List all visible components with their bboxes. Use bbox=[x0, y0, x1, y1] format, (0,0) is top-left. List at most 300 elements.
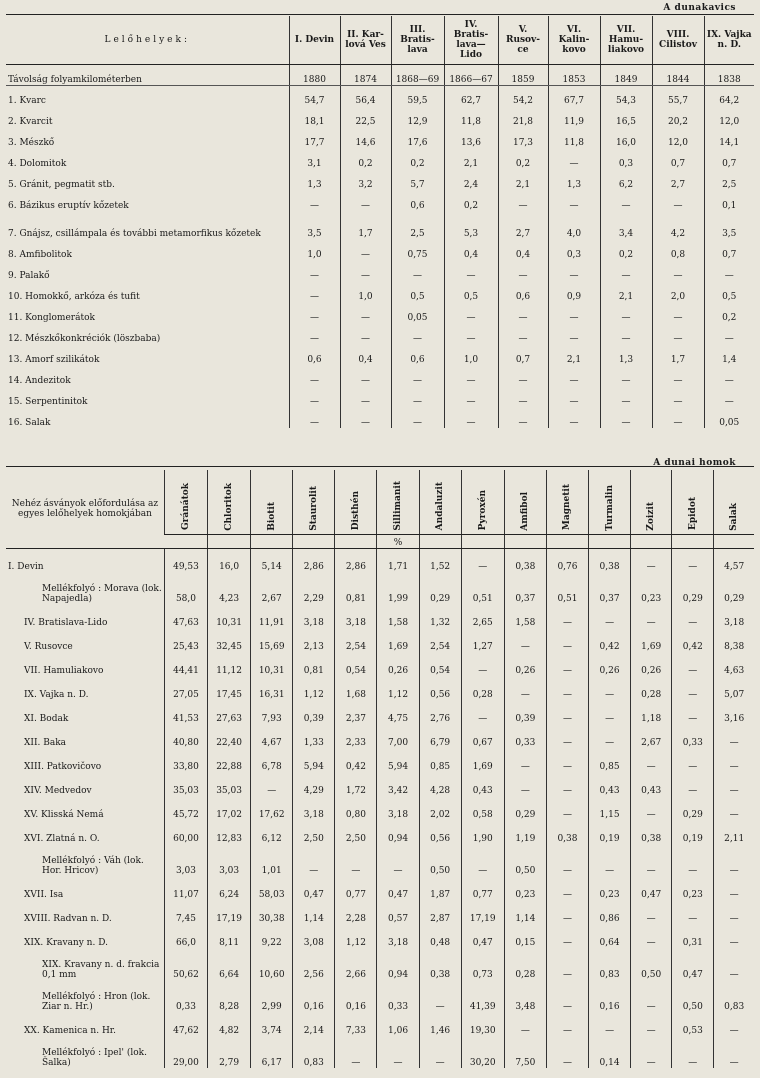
cell-value: 0,37 bbox=[504, 572, 546, 604]
cell-value: — bbox=[289, 365, 340, 386]
cell-value: 30,38 bbox=[251, 900, 293, 924]
cell-value: 56,4 bbox=[340, 85, 391, 106]
cell-value: — bbox=[548, 323, 600, 344]
cell-value: 0,37 bbox=[589, 572, 631, 604]
cell-value: 9,22 bbox=[251, 924, 293, 948]
sand-col-header: Chloritok bbox=[208, 470, 251, 534]
cell-value: 2,54 bbox=[419, 628, 461, 652]
cell-value: 12,83 bbox=[208, 820, 251, 844]
cell-value: 7,93 bbox=[251, 700, 293, 724]
gravel-col-header: V. Rusov-ce bbox=[498, 16, 548, 64]
cell-value: 0,8 bbox=[652, 239, 704, 260]
cell-value: 2,7 bbox=[498, 211, 548, 239]
cell-value: 4,75 bbox=[377, 700, 419, 724]
table-row bbox=[6, 572, 754, 604]
cell-value: 0,51 bbox=[546, 572, 588, 604]
cell-value: 0,38 bbox=[504, 548, 546, 572]
cell-value: — bbox=[498, 302, 548, 323]
cell-value: — bbox=[652, 365, 704, 386]
cell-value: — bbox=[546, 628, 588, 652]
cell-value: — bbox=[546, 980, 588, 1012]
cell-value: 0,23 bbox=[631, 572, 672, 604]
cell-value: 2,67 bbox=[631, 724, 672, 748]
cell-value: 0,39 bbox=[504, 700, 546, 724]
table-row bbox=[6, 876, 754, 900]
table-row bbox=[6, 924, 754, 948]
cell-value: 67,7 bbox=[548, 85, 600, 106]
sand-col-header: Staurolit bbox=[293, 470, 335, 534]
row-label: XX. Kamenica n. Hr. bbox=[24, 1026, 116, 1036]
cell-value: — bbox=[546, 772, 588, 796]
cell-value: — bbox=[714, 724, 754, 748]
table-row bbox=[6, 652, 754, 676]
cell-value: 1,72 bbox=[335, 772, 377, 796]
cell-value: — bbox=[340, 190, 391, 211]
cell-value: — bbox=[391, 365, 444, 386]
cell-value: — bbox=[419, 1036, 461, 1068]
cell-value: 2,29 bbox=[293, 572, 335, 604]
cell-value: 0,81 bbox=[293, 652, 335, 676]
row-label: 9. Palakő bbox=[8, 271, 50, 281]
cell-value: — bbox=[672, 700, 714, 724]
cell-value: 2,1 bbox=[548, 344, 600, 365]
sand-header-label: Nehéz ásványok előfordulása az egyes lelőhelyek homokjában bbox=[6, 470, 164, 548]
row-label: VII. Hamuliakovo bbox=[24, 666, 104, 676]
sand-col-header: Disthén bbox=[335, 470, 377, 534]
cell-value: — bbox=[546, 724, 588, 748]
cell-value: 1,12 bbox=[335, 924, 377, 948]
sand-col-header: Amfibol bbox=[504, 470, 546, 534]
cell-value: 17,6 bbox=[391, 127, 444, 148]
table-row bbox=[6, 604, 754, 628]
cell-value: — bbox=[714, 900, 754, 924]
cell-value: — bbox=[251, 772, 293, 796]
cell-value: 11,9 bbox=[548, 106, 600, 127]
cell-value: 6,2 bbox=[600, 169, 652, 190]
cell-value: 64,2 bbox=[704, 85, 754, 106]
cell-value: 0,42 bbox=[335, 748, 377, 772]
cell-value: 0,57 bbox=[377, 900, 419, 924]
table-row bbox=[6, 980, 754, 1012]
cell-value: 0,86 bbox=[589, 900, 631, 924]
cell-value: — bbox=[652, 386, 704, 407]
cell-value: 2,37 bbox=[335, 700, 377, 724]
cell-value: 11,07 bbox=[164, 876, 207, 900]
row-label: IX. Vajka n. D. bbox=[24, 690, 89, 700]
cell-value: — bbox=[335, 844, 377, 876]
cell-value: — bbox=[340, 239, 391, 260]
cell-value: — bbox=[714, 924, 754, 948]
cell-value: — bbox=[631, 748, 672, 772]
cell-value: 17,19 bbox=[208, 900, 251, 924]
table-row bbox=[6, 1012, 754, 1036]
sand-header-row bbox=[6, 470, 754, 534]
cell-value: 2,28 bbox=[335, 900, 377, 924]
cell-value: 55,7 bbox=[652, 85, 704, 106]
sand-col-header: Turmalin bbox=[589, 470, 631, 534]
cell-value: 2,1 bbox=[444, 148, 498, 169]
cell-value: 2,5 bbox=[391, 211, 444, 239]
cell-value: — bbox=[672, 676, 714, 700]
cell-value: — bbox=[672, 652, 714, 676]
gravel-col-header: III. Bratis-lava bbox=[391, 16, 444, 64]
cell-value: 44,41 bbox=[164, 652, 207, 676]
cell-value: 0,33 bbox=[164, 980, 207, 1012]
cell-value: — bbox=[444, 386, 498, 407]
cell-value: 1,3 bbox=[600, 344, 652, 365]
cell-value: — bbox=[652, 190, 704, 211]
cell-value: — bbox=[546, 604, 588, 628]
table-row bbox=[6, 548, 754, 572]
cell-value: 0,42 bbox=[589, 628, 631, 652]
cell-value: 66,0 bbox=[164, 924, 207, 948]
cell-value: 0,50 bbox=[631, 948, 672, 980]
cell-value: — bbox=[504, 1012, 546, 1036]
cell-value: 2,67 bbox=[251, 572, 293, 604]
cell-value: 2,4 bbox=[444, 169, 498, 190]
cell-value: 0,58 bbox=[461, 796, 504, 820]
cell-value: 6,79 bbox=[419, 724, 461, 748]
cell-value: 0,47 bbox=[672, 948, 714, 980]
cell-value: 0,26 bbox=[377, 652, 419, 676]
cell-value: 16,0 bbox=[208, 548, 251, 572]
cell-value: 54,3 bbox=[600, 85, 652, 106]
cell-value: — bbox=[546, 844, 588, 876]
cell-value: 0,6 bbox=[289, 344, 340, 365]
cell-value: 22,40 bbox=[208, 724, 251, 748]
cell-value: 29,00 bbox=[164, 1036, 207, 1068]
table-row bbox=[6, 1036, 754, 1068]
row-label: 8. Amfibolitok bbox=[8, 250, 72, 260]
cell-value: — bbox=[498, 365, 548, 386]
cell-value: 0,43 bbox=[589, 772, 631, 796]
cell-value: 1,90 bbox=[461, 820, 504, 844]
cell-value: — bbox=[444, 302, 498, 323]
cell-value: 2,5 bbox=[704, 169, 754, 190]
table-row bbox=[6, 628, 754, 652]
cell-value: 0,94 bbox=[377, 820, 419, 844]
cell-value: — bbox=[652, 407, 704, 428]
cell-value: — bbox=[589, 724, 631, 748]
cell-value: 0,2 bbox=[340, 148, 391, 169]
cell-value: 4,82 bbox=[208, 1012, 251, 1036]
cell-value: 0,77 bbox=[461, 876, 504, 900]
sand-col-header: Epidot bbox=[672, 470, 714, 534]
cell-value: 0,7 bbox=[652, 148, 704, 169]
row-label: Mellékfolyó : Hron (lok. Ziar n. Hr.) bbox=[42, 992, 151, 1012]
cell-value: — bbox=[631, 548, 672, 572]
cell-value: — bbox=[546, 676, 588, 700]
cell-value: 1,33 bbox=[293, 724, 335, 748]
cell-value: 5,07 bbox=[714, 676, 754, 700]
cell-value: 0,19 bbox=[672, 820, 714, 844]
cell-value: — bbox=[498, 407, 548, 428]
row-label: 14. Andezitok bbox=[8, 376, 71, 386]
cell-value: 1,06 bbox=[377, 1012, 419, 1036]
cell-value: — bbox=[504, 748, 546, 772]
cell-value: 0,50 bbox=[504, 844, 546, 876]
cell-value: — bbox=[631, 844, 672, 876]
cell-value: 0,83 bbox=[714, 980, 754, 1012]
cell-value: 0,31 bbox=[672, 924, 714, 948]
cell-value: 0,26 bbox=[504, 652, 546, 676]
table-row bbox=[6, 106, 754, 127]
gravel-col-header: IV. Bratis-lava—Lido bbox=[444, 16, 498, 64]
cell-value: 1,0 bbox=[340, 281, 391, 302]
cell-value: 0,67 bbox=[461, 724, 504, 748]
cell-value: 17,45 bbox=[208, 676, 251, 700]
cell-value: — bbox=[631, 980, 672, 1012]
cell-value: 16,5 bbox=[600, 106, 652, 127]
cell-value: 0,76 bbox=[546, 548, 588, 572]
table-row bbox=[6, 260, 754, 281]
table-row bbox=[6, 948, 754, 980]
cell-value: 45,72 bbox=[164, 796, 207, 820]
cell-value: — bbox=[546, 748, 588, 772]
cell-value: 4,0 bbox=[548, 211, 600, 239]
cell-value: 1,7 bbox=[340, 211, 391, 239]
cell-value: 5,94 bbox=[293, 748, 335, 772]
cell-value: — bbox=[546, 876, 588, 900]
cell-value: 3,18 bbox=[293, 796, 335, 820]
distance-row bbox=[6, 64, 754, 85]
cell-value: 0,38 bbox=[589, 548, 631, 572]
cell-value: 6,12 bbox=[251, 820, 293, 844]
row-label: 7. Gnájsz, csillámpala és további metamorfikus kőzetek bbox=[8, 229, 261, 239]
cell-value: 8,38 bbox=[714, 628, 754, 652]
cell-value: 8,28 bbox=[208, 980, 251, 1012]
cell-value: 0,23 bbox=[589, 876, 631, 900]
cell-value: 30,20 bbox=[461, 1036, 504, 1068]
table-row bbox=[6, 365, 754, 386]
cell-value: — bbox=[504, 628, 546, 652]
cell-value: 6,17 bbox=[251, 1036, 293, 1068]
row-label: XVII. Isa bbox=[24, 890, 64, 900]
cell-value: — bbox=[589, 676, 631, 700]
cell-value: 41,53 bbox=[164, 700, 207, 724]
cell-value: 0,7 bbox=[704, 148, 754, 169]
cell-value: — bbox=[652, 323, 704, 344]
cell-value: 54,2 bbox=[498, 85, 548, 106]
cell-value: 0,26 bbox=[631, 652, 672, 676]
cell-value: 0,85 bbox=[419, 748, 461, 772]
cell-value: 1838 bbox=[704, 64, 754, 85]
table-row bbox=[6, 748, 754, 772]
cell-value: 0,7 bbox=[498, 344, 548, 365]
cell-value: 5,3 bbox=[444, 211, 498, 239]
cell-value: — bbox=[546, 900, 588, 924]
cell-value: 49,53 bbox=[164, 548, 207, 572]
cell-value: — bbox=[714, 1036, 754, 1068]
cell-value: 1849 bbox=[600, 64, 652, 85]
cell-value: — bbox=[461, 652, 504, 676]
table-row bbox=[6, 844, 754, 876]
cell-value: 1,69 bbox=[377, 628, 419, 652]
cell-value: 3,48 bbox=[504, 980, 546, 1012]
cell-value: — bbox=[293, 844, 335, 876]
cell-value: 0,6 bbox=[391, 344, 444, 365]
row-label: V. Rusovce bbox=[24, 642, 73, 652]
cell-value: — bbox=[672, 1036, 714, 1068]
cell-value: 1880 bbox=[289, 64, 340, 85]
table-row bbox=[6, 148, 754, 169]
cell-value: 4,57 bbox=[714, 548, 754, 572]
cell-value: — bbox=[548, 365, 600, 386]
cell-value: — bbox=[631, 924, 672, 948]
cell-value: 0,4 bbox=[498, 239, 548, 260]
cell-value: — bbox=[289, 407, 340, 428]
top-rule bbox=[6, 14, 754, 15]
unit-label: % bbox=[377, 534, 419, 548]
row-label: XIII. Patkovičovo bbox=[24, 762, 102, 772]
cell-value: — bbox=[714, 1012, 754, 1036]
cell-value: 2,79 bbox=[208, 1036, 251, 1068]
cell-value: 1874 bbox=[340, 64, 391, 85]
cell-value: — bbox=[672, 548, 714, 572]
cell-value: — bbox=[377, 1036, 419, 1068]
cell-value: — bbox=[391, 386, 444, 407]
cell-value: — bbox=[714, 772, 754, 796]
cell-value: 3,5 bbox=[289, 211, 340, 239]
cell-value: 0,39 bbox=[293, 700, 335, 724]
cell-value: 0,42 bbox=[672, 628, 714, 652]
cell-value: — bbox=[340, 260, 391, 281]
row-label: XV. Klisská Nemá bbox=[24, 810, 104, 820]
cell-value: 0,23 bbox=[504, 876, 546, 900]
cell-value: 0,51 bbox=[461, 572, 504, 604]
table-row bbox=[6, 85, 754, 106]
cell-value: — bbox=[600, 323, 652, 344]
cell-value: — bbox=[461, 700, 504, 724]
cell-value: 0,73 bbox=[461, 948, 504, 980]
cell-value: 3,03 bbox=[164, 844, 207, 876]
sand-col-header: Pyroxén bbox=[461, 470, 504, 534]
cell-value: 0,3 bbox=[600, 148, 652, 169]
cell-value: — bbox=[340, 386, 391, 407]
cell-value: 58,03 bbox=[251, 876, 293, 900]
gravel-header-row bbox=[6, 16, 754, 64]
sand-col-header: Salak bbox=[714, 470, 754, 534]
cell-value: — bbox=[498, 323, 548, 344]
cell-value: — bbox=[548, 190, 600, 211]
cell-value: 8,11 bbox=[208, 924, 251, 948]
cell-value: — bbox=[335, 1036, 377, 1068]
cell-value: 0,29 bbox=[504, 796, 546, 820]
cell-value: 7,33 bbox=[335, 1012, 377, 1036]
cell-value: 0,3 bbox=[548, 239, 600, 260]
row-label: IV. Bratislava-Lido bbox=[24, 618, 108, 628]
cell-value: 1,99 bbox=[377, 572, 419, 604]
cell-value: 2,13 bbox=[293, 628, 335, 652]
cell-value: 1,14 bbox=[504, 900, 546, 924]
cell-value: 21,8 bbox=[498, 106, 548, 127]
cell-value: — bbox=[589, 1012, 631, 1036]
cell-value: 0,4 bbox=[444, 239, 498, 260]
cell-value: 0,15 bbox=[504, 924, 546, 948]
table-row bbox=[6, 281, 754, 302]
cell-value: 0,48 bbox=[419, 924, 461, 948]
cell-value: 3,18 bbox=[714, 604, 754, 628]
cell-value: — bbox=[289, 302, 340, 323]
cell-value: 0,5 bbox=[444, 281, 498, 302]
row-label: 5. Gránit, pegmatit stb. bbox=[8, 180, 115, 190]
cell-value: 0,38 bbox=[631, 820, 672, 844]
cell-value: 0,83 bbox=[293, 1036, 335, 1068]
table-row bbox=[6, 820, 754, 844]
cell-value: 3,18 bbox=[293, 604, 335, 628]
cell-value: 1,58 bbox=[377, 604, 419, 628]
cell-value: 58,0 bbox=[164, 572, 207, 604]
cell-value: 7,45 bbox=[164, 900, 207, 924]
cell-value: 1,3 bbox=[548, 169, 600, 190]
sand-col-header: Magnetit bbox=[546, 470, 588, 534]
cell-value: 2,50 bbox=[293, 820, 335, 844]
row-label: XII. Baka bbox=[24, 738, 67, 748]
cell-value: 2,76 bbox=[419, 700, 461, 724]
cell-value: 0,56 bbox=[419, 676, 461, 700]
cell-value: — bbox=[600, 302, 652, 323]
cell-value: — bbox=[672, 748, 714, 772]
cell-value: — bbox=[652, 302, 704, 323]
cell-value: — bbox=[589, 700, 631, 724]
cell-value: 4,28 bbox=[419, 772, 461, 796]
cell-value: 60,00 bbox=[164, 820, 207, 844]
cell-value: — bbox=[444, 365, 498, 386]
cell-value: 0,47 bbox=[293, 876, 335, 900]
table-row bbox=[6, 127, 754, 148]
cell-value: 1,14 bbox=[293, 900, 335, 924]
cell-value: — bbox=[289, 323, 340, 344]
cell-value: 2,0 bbox=[652, 281, 704, 302]
cell-value: — bbox=[600, 365, 652, 386]
cell-value: 1,12 bbox=[293, 676, 335, 700]
cell-value: 15,69 bbox=[251, 628, 293, 652]
cell-value: 25,43 bbox=[164, 628, 207, 652]
cell-value: 19,30 bbox=[461, 1012, 504, 1036]
cell-value: 11,12 bbox=[208, 652, 251, 676]
row-label: 15. Serpentinitok bbox=[8, 397, 88, 407]
cell-value: 1,69 bbox=[631, 628, 672, 652]
cell-value: 0,94 bbox=[377, 948, 419, 980]
cell-value: 40,80 bbox=[164, 724, 207, 748]
cell-value: 0,85 bbox=[589, 748, 631, 772]
cell-value: — bbox=[461, 548, 504, 572]
cell-value: 1,18 bbox=[631, 700, 672, 724]
table-row bbox=[6, 724, 754, 748]
cell-value: — bbox=[498, 260, 548, 281]
cell-value: — bbox=[672, 900, 714, 924]
sand-col-header: Andaluzit bbox=[419, 470, 461, 534]
cell-value: 0,16 bbox=[293, 980, 335, 1012]
cell-value: 1868—69 bbox=[391, 64, 444, 85]
cell-value: 2,33 bbox=[335, 724, 377, 748]
cell-value: 32,45 bbox=[208, 628, 251, 652]
cell-value: 17,02 bbox=[208, 796, 251, 820]
cell-value: 47,62 bbox=[164, 1012, 207, 1036]
cell-value: 0,9 bbox=[548, 281, 600, 302]
cell-value: 3,4 bbox=[600, 211, 652, 239]
cell-value: 2,56 bbox=[293, 948, 335, 980]
table-row bbox=[6, 772, 754, 796]
cell-value: 0,5 bbox=[391, 281, 444, 302]
cell-value: — bbox=[289, 260, 340, 281]
table-row bbox=[6, 900, 754, 924]
cell-value: 3,2 bbox=[340, 169, 391, 190]
cell-value: 3,42 bbox=[377, 772, 419, 796]
cell-value: 0,16 bbox=[335, 980, 377, 1012]
cell-value: 2,66 bbox=[335, 948, 377, 980]
cell-value: 0,33 bbox=[377, 980, 419, 1012]
